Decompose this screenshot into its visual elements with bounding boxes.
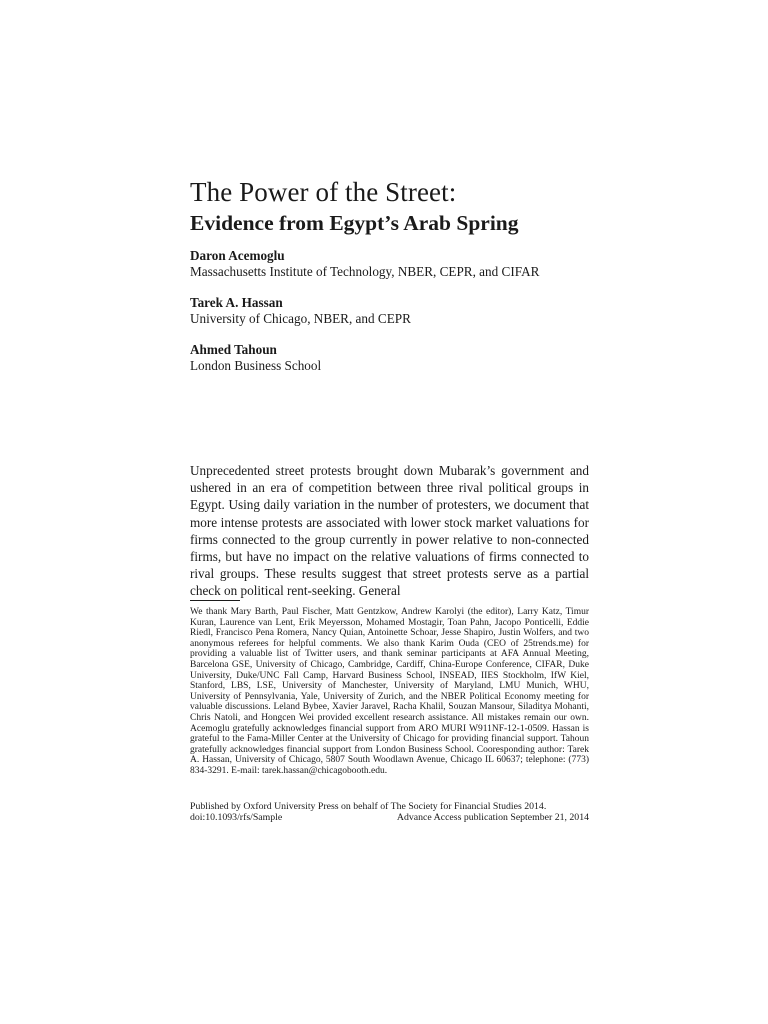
footnote-divider	[190, 600, 240, 601]
paper-page	[190, 176, 589, 823]
author-name: Tarek A. Hassan	[190, 295, 283, 310]
acknowledgments-footnote: We thank Mary Barth, Paul Fischer, Matt Gentzkow, Andrew Karolyi (the editor), Larry Katz, Timur Kuran, Laurence van Lent, Erik Meyersson, Mohamed Mostagir, Toan Pahn, Jacopo Ponticelli, Eddie Riedl, Francisco Pena Romera, Nancy Quian, Antoinette Schoar, Jesse Shapiro, Justin Wolfers, and two anonymous referees for helpful comments. We also thank Karim Ouda (CEO of 25trends.me) for providing a valuable list of Twitter users, and thank seminar participants at AFA Annual Meeting, Barcelona GSE, University of Chicago, Cambridge, Cardiff, China-Europe Conference, CIFAR, Duke University, Duke/UNC Fall Camp, Harvard Business School, INSEAD, IIES Stockholm, IfW Kiel, Stanford, LBS, LSE, University of Manchester, University of Maryland, LMU Munich, WHU, University of Pennsylvania, Yale, University of Zurich, and the NBER Political Economy meeting for valuable discussions. Leland Bybee, Xavier Jaravel, Racha Khalil, Souzan Mansour, Siladitya Mohanti, Chris Natoli, and Hongcen Wei provided excellent research assistance. All mistakes remain our own. Acemoglu gratefully acknowledges financial support from ARO MURI W911NF-12-1-0509. Hassan is grateful to the Fama-Miller Center at the University of Chicago for providing financial support. Tahoun gratefully acknowledges financial support from London Business School. Cooresponding author: Tarek A. Hassan, University of Chicago, 5807 South Woodlawn Avenue, Chicago IL 60637; telephone: (773) 834-3291. E-mail: tarek.hassan@chicagobooth.edu.	[190, 607, 589, 776]
advance-access-date: Advance Access publication September 21, 2014	[396, 812, 589, 823]
doi-link[interactable]: doi:10.1093/rfs/Sample	[190, 812, 283, 823]
author-affiliation: Massachusetts Institute of Technology, NBER, CEPR, and CIFAR	[190, 264, 540, 279]
abstract-text: Unprecedented street protests brought down Mubarak’s government and ushered in an era of competition between three rival political groups in Egypt. Using daily variation in the number of protesters, we document that more intense protests are associated with lower stock market valuations for firms connected to the group currently in power relative to non-connected firms, but have no impact on the relative valuations of firms connected to rival groups. These results suggest that street protests serve as a partial check on political rent-seeking. General	[190, 463, 589, 599]
author-affiliation: London Business School	[190, 358, 322, 373]
publisher-notice	[190, 801, 589, 823]
author-affiliation: University of Chicago, NBER, and CEPR	[190, 311, 411, 326]
author-list	[190, 248, 589, 374]
paper-title: The Power of the Street:	[190, 177, 457, 207]
author-name: Ahmed Tahoun	[190, 342, 277, 357]
publisher-row	[190, 812, 589, 823]
author-block	[190, 342, 589, 374]
publisher-line: Published by Oxford University Press on behalf of The Society for Financial Studies 2014.	[190, 801, 547, 812]
paper-subtitle: Evidence from Egypt’s Arab Spring	[190, 211, 519, 235]
author-name: Daron Acemoglu	[190, 248, 285, 263]
author-block	[190, 248, 589, 280]
author-block	[190, 295, 589, 327]
